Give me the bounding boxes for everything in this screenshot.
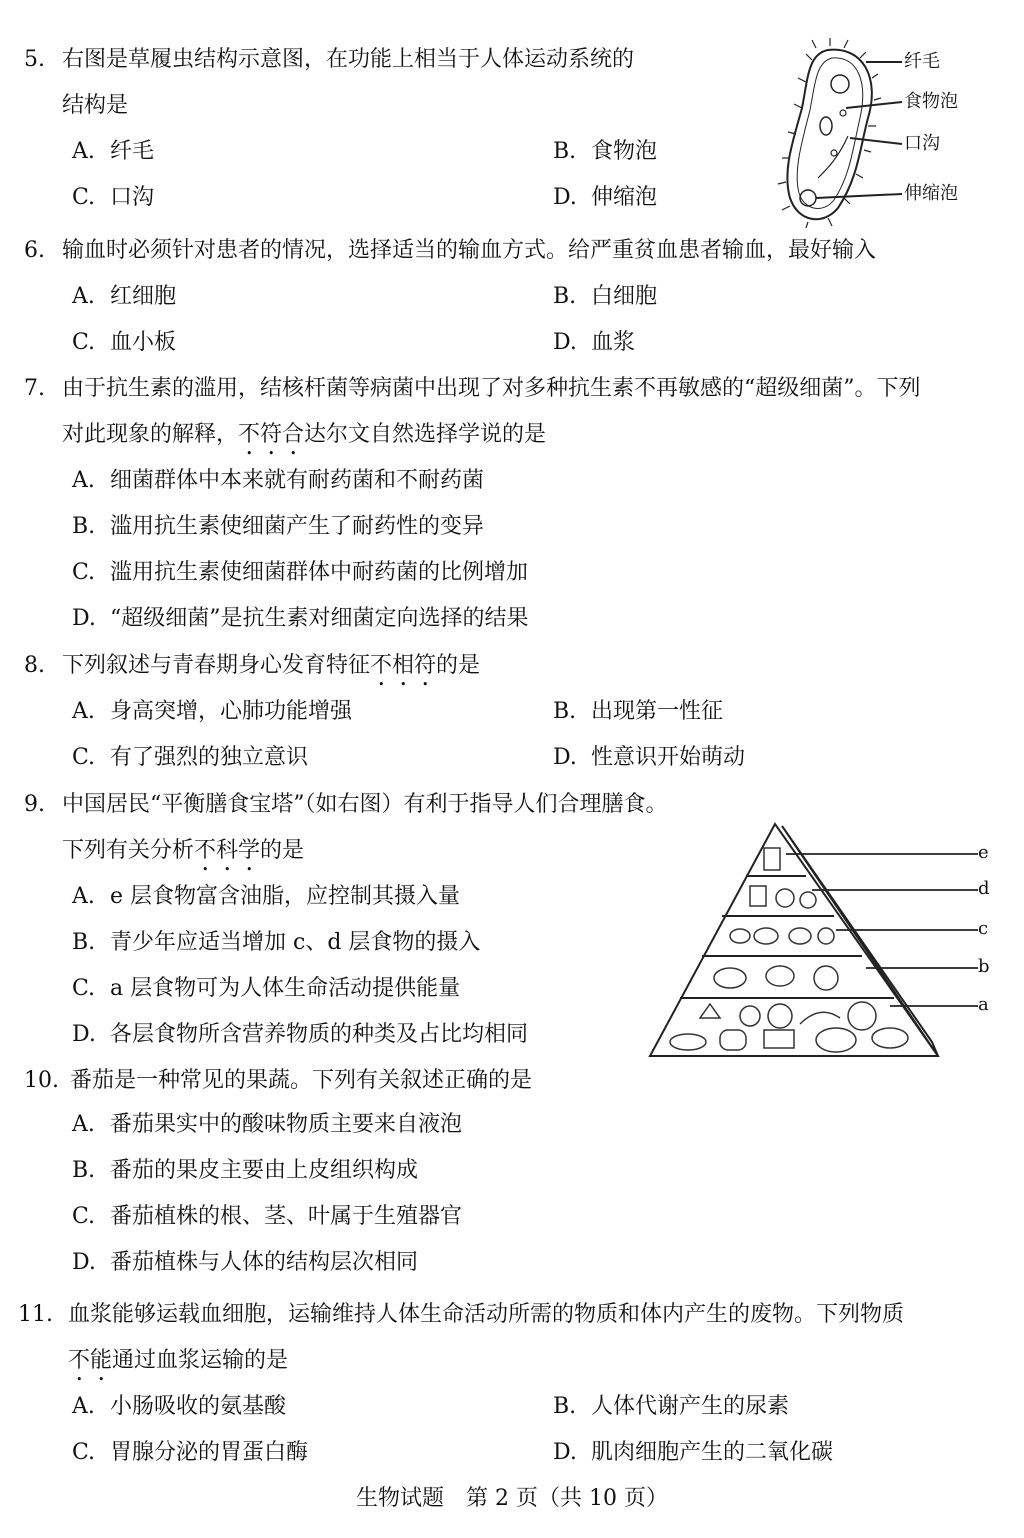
q9-emphasis: 不科学 <box>194 838 261 863</box>
q8-option-d: D. 性意识开始萌动 <box>553 745 746 770</box>
pyramid-label-e: e <box>978 842 989 863</box>
pyramid-label-b: b <box>978 956 990 977</box>
q7-stem-line2: 对此现象的解释，不符合达尔文自然选择学说的是 <box>62 422 547 447</box>
q6-option-a: A. 红细胞 <box>72 284 177 309</box>
q6-option-d: D. 血浆 <box>553 330 636 355</box>
q10-stem: 番茄是一种常见的果蔬。下列有关叙述正确的是 <box>70 1068 533 1093</box>
paramecium-figure <box>768 38 1018 228</box>
q9-stem-line1: 中国居民“平衡膳食宝塔”（如右图）有利于指导人们合理膳食。 <box>62 792 668 817</box>
q8-option-c: C. 有了强烈的独立意识 <box>72 745 309 770</box>
q7-stem-line1: 由于抗生素的滥用，结核杆菌等病菌中出现了对多种抗生素不再敏感的“超级细菌”。下列 <box>62 376 921 401</box>
q7-number: 7. <box>24 376 45 401</box>
q10-option-b: B. 番茄的果皮主要由上皮组织构成 <box>72 1158 419 1183</box>
q6-option-b: B. 白细胞 <box>553 284 658 309</box>
paramecium-label-oral-groove: 口沟 <box>904 133 940 154</box>
q11-number: 11. <box>18 1302 53 1327</box>
q9-option-a: A. e 层食物富含油脂，应控制其摄入量 <box>72 884 461 909</box>
paramecium-label-food-vacuole: 食物泡 <box>904 91 958 112</box>
q7-option-c: C. 滥用抗生素使细菌群体中耐药菌的比例增加 <box>72 560 529 585</box>
q5-option-d: D. 伸缩泡 <box>553 185 658 210</box>
q11-option-b: B. 人体代谢产生的尿素 <box>553 1394 790 1419</box>
q9-option-b: B. 青少年应适当增加 c、d 层食物的摄入 <box>72 930 481 955</box>
q8-stem: 下列叙述与青春期身心发育特征不相符的是 <box>62 653 481 678</box>
q9-number: 9. <box>24 792 45 817</box>
q7-option-d: D. “超级细菌”是抗生素对细菌定向选择的结果 <box>72 606 529 631</box>
q9-stem-line2: 下列有关分析不科学的是 <box>62 838 305 863</box>
q11-stem-line2: 不能通过血浆运输的是 <box>68 1348 289 1373</box>
q8-emphasis: 不相符 <box>370 653 437 678</box>
q5-stem-line2: 结构是 <box>62 93 129 118</box>
paramecium-label-contractile-vacuole: 伸缩泡 <box>904 183 958 204</box>
q5-stem-line1: 右图是草履虫结构示意图，在功能上相当于人体运动系统的 <box>62 47 635 72</box>
q10-option-a: A. 番茄果实中的酸味物质主要来自液泡 <box>72 1112 463 1137</box>
q5-number: 5. <box>24 47 45 72</box>
q5-option-c: C. 口沟 <box>72 185 155 210</box>
q6-stem-line1: 输血时必须针对患者的情况，选择适当的输血方式。给严重贫血患者输血，最好输入 <box>62 238 877 263</box>
q11-option-d: D. 肌肉细胞产生的二氧化碳 <box>553 1440 834 1465</box>
q11-stem-line1: 血浆能够运载血细胞，运输维持人体生命活动所需的物质和体内产生的废物。下列物质 <box>68 1302 905 1327</box>
q5-option-b: B. 食物泡 <box>553 139 658 164</box>
q7-option-a: A. 细菌群体中本来就有耐药菌和不耐药菌 <box>72 468 485 493</box>
q7-option-b: B. 滥用抗生素使细菌产生了耐药性的变异 <box>72 514 485 539</box>
q7-emphasis: 不符合 <box>238 422 305 447</box>
q9-option-d: D. 各层食物所含营养物质的种类及占比均相同 <box>72 1022 529 1047</box>
q8-number: 8. <box>24 653 45 678</box>
pyramid-label-c: c <box>978 918 989 939</box>
q9-option-c: C. a 层食物可为人体生命活动提供能量 <box>72 976 461 1001</box>
q5-option-a: A. 纤毛 <box>72 139 155 164</box>
q6-option-c: C. 血小板 <box>72 330 177 355</box>
pyramid-label-a: a <box>978 994 989 1015</box>
paramecium-label-cilia: 纤毛 <box>904 51 940 72</box>
food-pyramid-figure <box>640 818 1020 1063</box>
q11-option-c: C. 胃腺分泌的胃蛋白酶 <box>72 1440 309 1465</box>
q10-number: 10. <box>24 1068 59 1093</box>
page-footer: 生物试题 第 2 页（共 10 页） <box>356 1486 668 1511</box>
q6-number: 6. <box>24 238 45 263</box>
q11-emphasis: 不能 <box>68 1348 113 1373</box>
q11-option-a: A. 小肠吸收的氨基酸 <box>72 1394 287 1419</box>
pyramid-label-d: d <box>978 878 990 899</box>
q10-option-c: C. 番茄植株的根、茎、叶属于生殖器官 <box>72 1204 463 1229</box>
q10-option-d: D. 番茄植株与人体的结构层次相同 <box>72 1250 419 1275</box>
q8-option-a: A. 身高突增，心肺功能增强 <box>72 699 353 724</box>
q8-option-b: B. 出现第一性征 <box>553 699 724 724</box>
